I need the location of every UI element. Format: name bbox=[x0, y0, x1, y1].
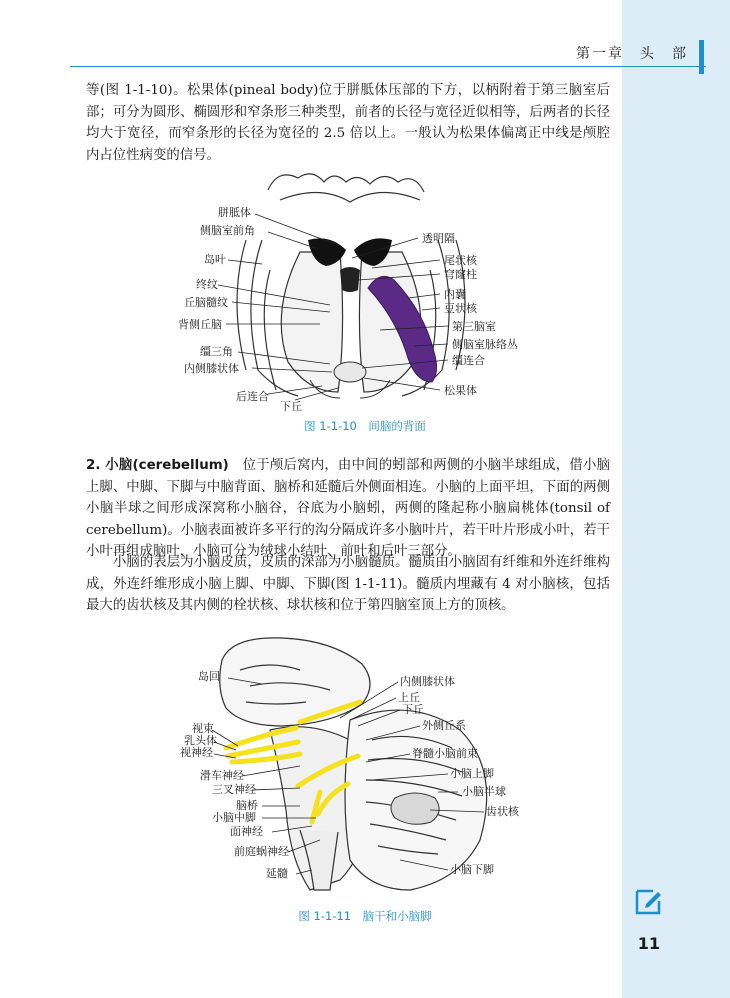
label-choroid-plexus: 侧脑室脉络丛 bbox=[452, 338, 518, 351]
label-inferior-colliculus: 下丘 bbox=[280, 400, 302, 413]
note-pencil-icon bbox=[634, 886, 664, 916]
paragraph-cerebellum-body: 位于颅后窝内，由中间的蚓部和两侧的小脑半球组成，借小脑上脚、中脚、下脚与中脑背面、脑桥和延髓后外侧面相连。小脑的上面平坦，下面的两侧小脑半球之间形成深窝称小脑谷，谷底为小脑蚓，两侧的隆起称小脑扁桃体(tonsil of cerebellum)。小脑表面被许多平行的沟分隔成许多小脑叶片，若干叶片形成小叶，若干小叶再组成脑叶，小脑可分为绒球小结叶、前叶和后叶三部分。 bbox=[86, 458, 610, 559]
label-habenular-commissure: 缰连合 bbox=[452, 354, 485, 367]
label-posterior-commissure: 后连合 bbox=[236, 390, 269, 403]
label-medulla: 延髓 bbox=[266, 867, 288, 880]
label-stria-medullaris: 丘脑髓纹 bbox=[184, 296, 228, 309]
label-inferior-cerebellar-peduncle: 小脑下脚 bbox=[450, 863, 494, 876]
label-insular-gyrus: 岛回 bbox=[198, 670, 220, 683]
label-anterior-spinocerebellar-tract: 脊髓小脑前束 bbox=[412, 747, 478, 760]
running-header bbox=[70, 44, 706, 67]
label-mammillary-body: 乳头体 bbox=[184, 734, 217, 747]
label-lateral-lemniscus: 外侧丘系 bbox=[422, 719, 466, 732]
section-heading-cerebellum: 2. 小脑(cerebellum) bbox=[86, 458, 229, 473]
label-corpus-callosum: 胼胝体 bbox=[218, 206, 251, 219]
chapter-title: 第一章 头 部 bbox=[576, 46, 688, 62]
label-insula: 岛叶 bbox=[204, 253, 226, 266]
label-habenular-trigone: 缰三角 bbox=[200, 345, 233, 358]
label-septum-pellucidum: 透明隔 bbox=[422, 232, 455, 245]
label-vestibulocochlear-nerve: 前庭蜗神经 bbox=[234, 845, 289, 858]
label-dorsal-thalamus: 背侧丘脑 bbox=[178, 318, 222, 331]
label-cerebellar-hemisphere: 小脑半球 bbox=[462, 785, 506, 798]
label-superior-cerebellar-peduncle: 小脑上脚 bbox=[450, 767, 494, 780]
label-medial-geniculate-2: 内侧膝状体 bbox=[400, 675, 455, 688]
label-trigeminal-nerve: 三叉神经 bbox=[212, 783, 256, 796]
label-anterior-horn: 侧脑室前角 bbox=[200, 224, 255, 237]
label-internal-capsule: 内囊 bbox=[444, 288, 466, 301]
figure-diencephalon bbox=[0, 160, 730, 440]
label-pineal-body: 松果体 bbox=[444, 384, 477, 397]
label-facial-nerve: 面神经 bbox=[230, 825, 263, 838]
label-medial-geniculate: 内侧膝状体 bbox=[184, 362, 239, 375]
label-third-ventricle: 第三脑室 bbox=[452, 320, 496, 333]
label-pons: 脑桥 bbox=[236, 799, 258, 812]
label-lentiform-nucleus: 豆状核 bbox=[444, 302, 477, 315]
paragraph-cerebellum bbox=[86, 455, 610, 563]
label-trochlear-nerve: 滑车神经 bbox=[200, 769, 244, 782]
figure-2-caption: 图 1-1-11 脑干和小脑脚 bbox=[298, 909, 432, 923]
label-dentate-nucleus: 齿状核 bbox=[486, 805, 519, 818]
label-optic-nerve: 视神经 bbox=[180, 746, 213, 759]
label-fornix-column: 穹窿柱 bbox=[444, 268, 477, 281]
label-inferior-colliculus-2: 下丘 bbox=[402, 703, 424, 716]
header-accent-bar bbox=[699, 40, 704, 74]
brainstem-illustration bbox=[0, 630, 730, 900]
figure-1-caption: 图 1-1-10 间脑的背面 bbox=[304, 419, 426, 433]
label-caudate-nucleus: 尾状核 bbox=[444, 254, 477, 267]
label-superior-colliculus: 上丘 bbox=[398, 691, 420, 704]
label-middle-cerebellar-peduncle: 小脑中脚 bbox=[212, 811, 256, 824]
paragraph-cerebellar-medulla: 小脑的表层为小脑皮质，皮质的深部为小脑髓质。髓质由小脑固有纤维和外连纤维构成，外连纤维形成小脑上脚、中脚、下脚(图 1-1-11)。髓质内埋藏有 4 对小脑核，包括最大的齿状核及其内侧的栓状核、球状核和位于第四脑室顶上方的顶核。 bbox=[86, 555, 610, 613]
figure-brainstem bbox=[0, 630, 730, 900]
label-optic-tract: 视束 bbox=[192, 722, 214, 735]
page-number: 11 bbox=[637, 934, 660, 953]
diencephalon-illustration bbox=[0, 160, 730, 440]
paragraph-pineal: 等(图 1-1-10)。松果体(pineal body)位于胼胝体压部的下方，以柄附着于第三脑室后部；可分为圆形、椭圆形和窄条形三种类型，前者的长径与宽径近似相等，后两者的长径均大于宽径，而窄条形的长径为宽径的 2.5 倍以上。一般认为松果体偏离正中线是颅腔内占位性病变的信号。 bbox=[86, 83, 610, 163]
label-stria-terminalis: 终纹 bbox=[196, 278, 218, 291]
